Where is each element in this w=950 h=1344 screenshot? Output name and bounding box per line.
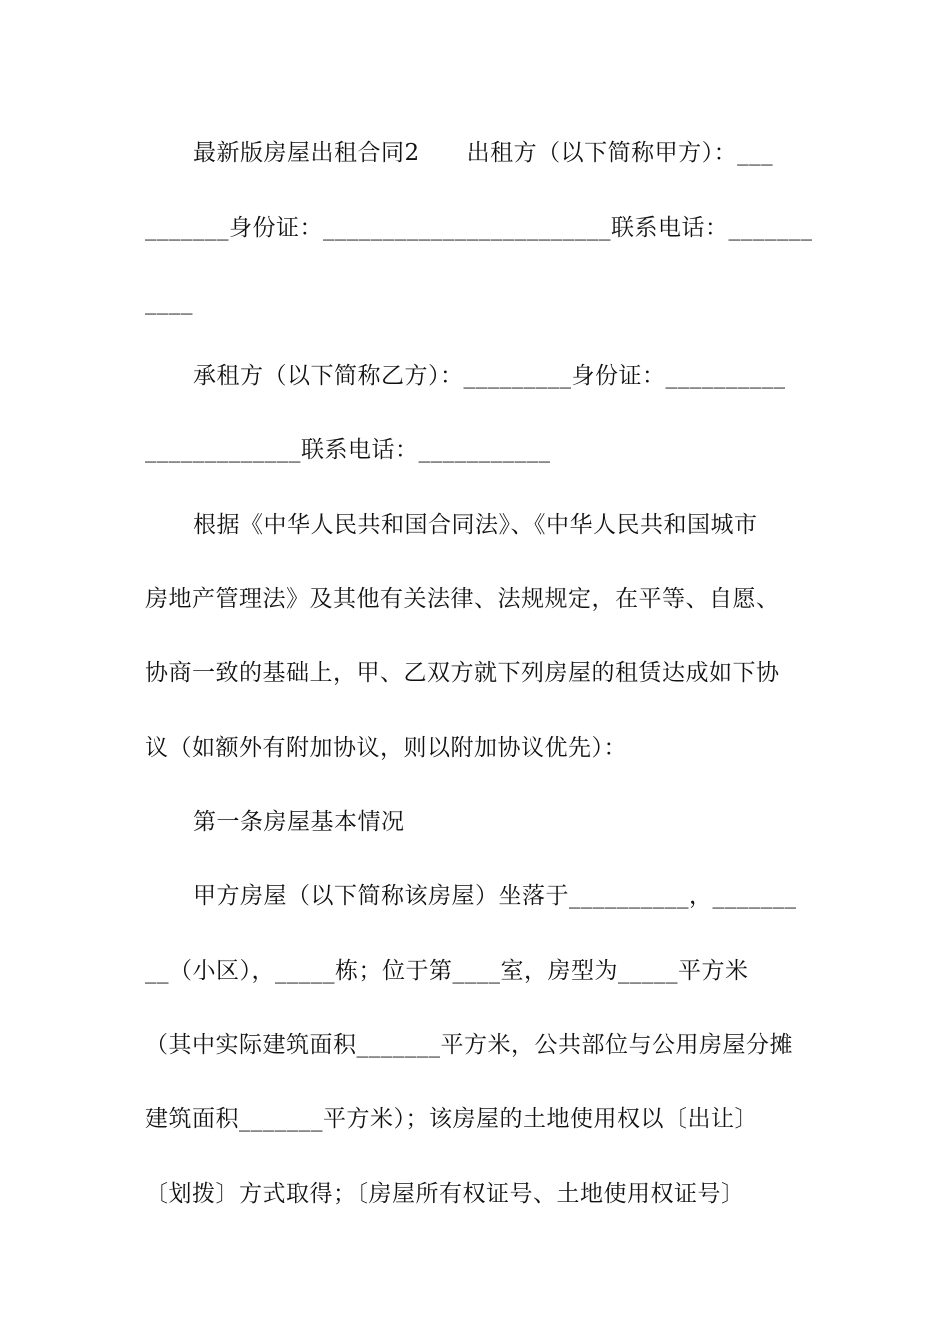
lessee-phone-line: _____________联系电话：___________ — [145, 437, 551, 463]
preamble-line-4: 议（如额外有附加协议，则以附加协议优先）： — [145, 735, 627, 761]
preamble-line-2: 房地产管理法》及其他有关法律、法规规定，在平等、自愿、 — [145, 586, 780, 612]
article-1-line-2: __（小区），_____栋；位于第____室，房型为_____平方米 — [145, 958, 749, 984]
article-1-heading: 第一条房屋基本情况 — [193, 809, 405, 835]
preamble-line-3: 协商一致的基础上，甲、乙双方就下列房屋的租赁达成如下协 — [145, 660, 780, 686]
lessee-line: 承租方（以下简称乙方）：_________身份证：__________ — [193, 363, 786, 389]
lessor-phone-cont-line: ____ — [145, 289, 193, 315]
contract-title-line: 最新版房屋出租合同2 出租方（以下简称甲方）：___ — [193, 140, 774, 166]
article-1-line-4: 建筑面积_______平方米）；该房屋的土地使用权以〔出让〕 — [145, 1106, 758, 1132]
article-1-line-5: 〔划拨〕方式取得；〔房屋所有权证号、土地使用权证号〕 — [145, 1181, 745, 1207]
article-1-line-3: （其中实际建筑面积_______平方米，公共部位与公用房屋分摊 — [145, 1032, 793, 1058]
article-1-line-1: 甲方房屋（以下简称该房屋）坐落于__________，_______ — [193, 883, 797, 909]
lessor-id-line: _______身份证：________________________联系电话：_______ — [145, 215, 813, 241]
preamble-line-1: 根据《中华人民共和国合同法》、《中华人民共和国城市 — [193, 512, 758, 538]
